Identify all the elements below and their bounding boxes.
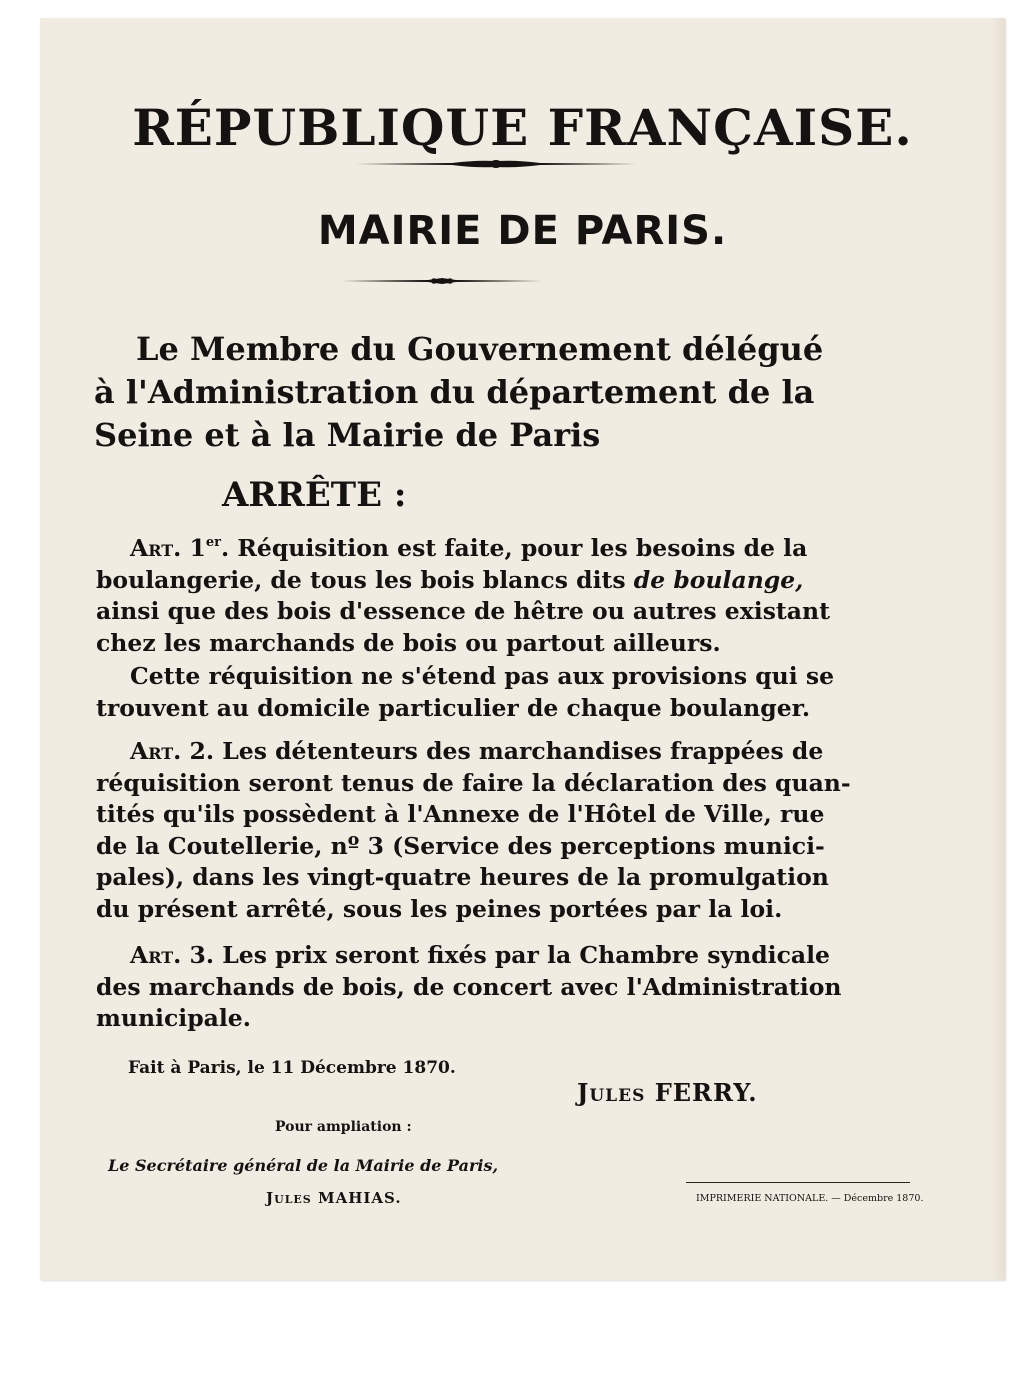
- article-1-paragraph-2: [96, 661, 948, 724]
- article-2-label: Art. 2.: [130, 737, 215, 765]
- article-text: tités qu'ils possèdent à l'Annexe de l'Hôtel de Ville, rue: [96, 800, 825, 828]
- article-line: [96, 768, 948, 800]
- preamble-line: à l'Administration du département de la: [94, 373, 815, 411]
- article-line: [96, 661, 948, 693]
- article-text: pales), dans les vingt-quatre heures de la promulgation: [96, 863, 829, 891]
- article-1-label: Art. 1: [130, 534, 206, 562]
- ampliation-label: Pour ampliation :: [275, 1119, 412, 1135]
- article-line: [96, 972, 948, 1004]
- decree-heading: ARRÊTE :: [222, 475, 407, 515]
- article-text: réquisition seront tenus de faire la déclaration des quan-: [96, 768, 851, 797]
- article-text: du présent arrêté, sous les peines portées par la loi.: [96, 894, 783, 923]
- article-text: municipale.: [96, 1004, 251, 1032]
- date-line: Fait à Paris, le 11 Décembre 1870.: [128, 1058, 456, 1078]
- article-line: [96, 831, 948, 863]
- mairie-heading: MAIRIE DE PARIS.: [317, 208, 728, 254]
- signature: Jules FERRY.: [577, 1078, 758, 1107]
- article-line: [96, 1003, 948, 1035]
- article-line: [96, 736, 948, 768]
- article-2: [96, 736, 948, 925]
- article-line: [96, 862, 948, 894]
- article-italic-term: de boulange,: [633, 565, 804, 594]
- article-text: des marchands de bois, de concert avec l'Administration: [96, 972, 842, 1001]
- article-line: [96, 894, 948, 926]
- secretary-name: Jules MAHIAS.: [266, 1189, 402, 1207]
- article-1: [96, 527, 948, 659]
- article-line: [96, 565, 948, 597]
- article-text: de la Coutellerie, nº 3 (Service des perceptions munici-: [96, 831, 825, 860]
- article-text: boulangerie, de tous les bois blancs dits: [96, 565, 634, 594]
- article-line: [96, 799, 948, 831]
- subtitle-ornament-rule: [342, 276, 542, 286]
- article-text: Les prix seront fixés par la Chambre syndicale: [214, 941, 831, 969]
- secretary-title: Le Secrétaire général de la Mairie de Paris,: [108, 1156, 499, 1175]
- article-text: ainsi que des bois d'essence de hêtre ou autres existant: [96, 597, 830, 625]
- article-line: [96, 628, 948, 660]
- article-line: [96, 527, 948, 565]
- article-line: [96, 596, 948, 628]
- preamble: [94, 328, 954, 457]
- poster-sheet: [40, 18, 1005, 1280]
- article-1-superscript: er: [205, 535, 221, 550]
- title-ornament-rule: [356, 158, 636, 170]
- article-line: [96, 940, 948, 972]
- imprint-rule: [686, 1182, 910, 1183]
- article-3: [96, 940, 948, 1035]
- article-text: Les détenteurs des marchandises frappées de: [214, 737, 824, 765]
- article-text: chez les marchands de bois ou partout ailleurs.: [96, 628, 721, 657]
- article-text: Cette réquisition ne s'étend pas aux provisions qui se: [130, 662, 835, 690]
- preamble-line: Seine et à la Mairie de Paris: [94, 416, 601, 454]
- article-text: . Réquisition est faite, pour les besoins de la: [221, 534, 808, 562]
- preamble-line: Le Membre du Gouvernement délégué: [136, 330, 824, 368]
- poster-title: RÉPUBLIQUE FRANÇAISE.: [132, 98, 913, 157]
- article-3-label: Art. 3.: [130, 941, 215, 969]
- article-line: [96, 693, 948, 725]
- article-text: trouvent au domicile particulier de chaque boulanger.: [96, 693, 811, 722]
- printer-imprint: IMPRIMERIE NATIONALE. — Décembre 1870.: [696, 1193, 924, 1204]
